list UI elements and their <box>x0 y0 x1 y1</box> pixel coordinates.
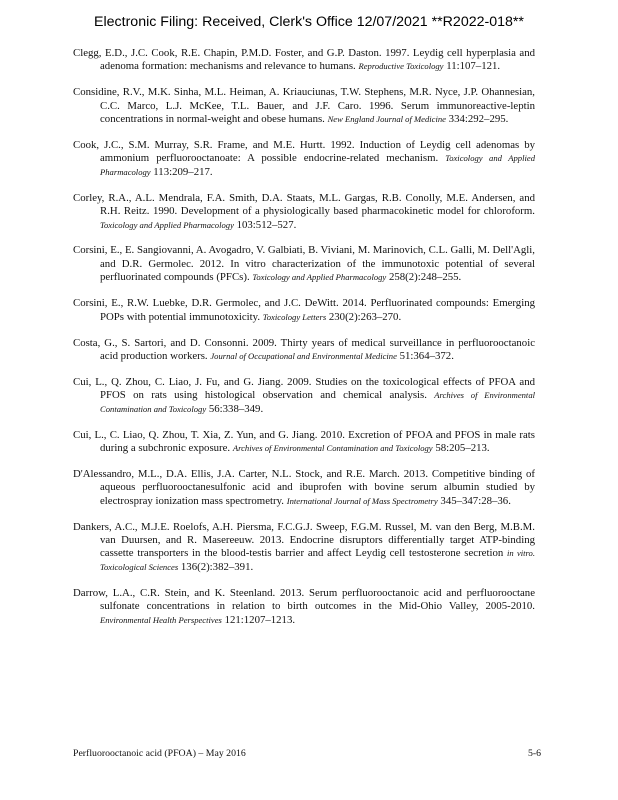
reference-volume-pages: 345–347:28–36. <box>437 494 511 507</box>
reference-entry <box>73 297 535 324</box>
reference-entry <box>73 521 535 575</box>
reference-entry <box>73 337 535 364</box>
reference-volume-pages: 103:512–527. <box>233 218 297 231</box>
reference-journal: Journal of Occupational and Environmental Medicine <box>210 350 397 361</box>
filing-stamp-header: Electronic Filing: Received, Clerk's Office 12/07/2021 **R2022-018** <box>94 14 524 30</box>
reference-citation: Corsini, E., E. Sangiovanni, A. Avogadro, V. Galbiati, B. Viviani, M. Marinovich, C.L. Galli, M. Dell'Agli, and D.R. Germolec. 2012. In vitro characterization of the immunotoxic potential of several perfluorinated compounds (PFCs). <box>73 244 535 284</box>
reference-volume-pages: 56:338–349. <box>206 402 264 415</box>
page-number: 5-6 <box>527 748 541 759</box>
reference-journal: Toxicology and Applied Pharmacology <box>100 219 234 230</box>
reference-entry <box>73 139 535 179</box>
reference-journal: Toxicology and Applied Pharmacology <box>252 272 387 283</box>
page-footer <box>73 748 541 759</box>
reference-entry <box>73 376 535 416</box>
reference-citation: Corsini, E., R.W. Luebke, D.R. Germolec, and J.C. DeWitt. 2014. Perfluorinated compounds: Emerging POPs with potential immunotoxicity. <box>73 297 535 323</box>
reference-citation: Cook, J.C., S.M. Murray, S.R. Frame, and M.E. Hurtt. 1992. Induction of Leydig cell adenomas by ammonium perfluorooctanoate: A possible endocrine-related mechanism. <box>73 139 535 165</box>
reference-journal: Environmental Health Perspectives <box>100 614 222 625</box>
reference-entry <box>73 429 535 456</box>
footer-document-title: Perfluorooctanoic acid (PFOA) – May 2016 <box>73 748 246 759</box>
reference-journal: Reproductive Toxicology <box>358 61 444 72</box>
reference-citation: Considine, R.V., M.K. Sinha, M.L. Heiman, A. Kriauciunas, T.W. Stephens, M.R. Nyce, J.P. Ohannesian, C.C. Marco, L.J. McKee, T.L. Bauer, and J.F. Caro. 1996. Serum immunoreactive-leptin concentrations in normal-weight and obese humans. <box>73 86 535 126</box>
reference-journal: Toxicology and Applied Pharmacology <box>100 153 535 177</box>
reference-entry <box>73 244 535 284</box>
reference-journal: International Journal of Mass Spectrometry <box>286 495 438 506</box>
reference-entry <box>73 468 535 508</box>
reference-volume-pages: 230(2):263–270. <box>326 310 402 323</box>
reference-volume-pages: 121:1207–1213. <box>221 613 296 626</box>
reference-citation: Cui, L., C. Liao, Q. Zhou, T. Xia, Z. Yun, and G. Jiang. 2010. Excretion of PFOA and PFOS in male rats during a subchronic exposure. <box>73 428 535 454</box>
reference-entry <box>73 587 535 627</box>
reference-journal: New England Journal of Medicine <box>327 114 446 125</box>
reference-volume-pages: 136(2):382–391. <box>178 560 254 573</box>
reference-citation: Cui, L., Q. Zhou, C. Liao, J. Fu, and G. Jiang. 2009. Studies on the toxicological effects of PFOA and PFOS on rats using histological observation and chemical analysis. <box>73 375 535 402</box>
reference-volume-pages: 58:205–213. <box>432 441 490 454</box>
reference-journal: Archives of Environmental Contamination and Toxicology <box>232 442 433 453</box>
reference-entry <box>73 86 535 126</box>
reference-volume-pages: 51:364–372. <box>396 349 454 362</box>
reference-citation: D'Alessandro, M.L., D.A. Ellis, J.A. Carter, N.L. Stock, and R.E. March. 2013. Competitive binding of aqueous perfluorooctanesulfonic acid and ibuprofen with bovine serum albumin studied by electrospray ionization mass spectrometry. <box>73 467 535 507</box>
reference-volume-pages: 113:209–217. <box>150 165 213 178</box>
reference-journal: Archives of Environmental Contamination and Toxicology <box>100 390 536 414</box>
reference-volume-pages: 11:107–121. <box>443 60 501 73</box>
reference-volume-pages: 334:292–295. <box>445 113 509 126</box>
reference-list <box>73 47 535 639</box>
reference-citation: Corley, R.A., A.L. Mendrala, F.A. Smith, D.A. Staats, M.L. Gargas, R.B. Conolly, M.E. Andersen, and R.H. Reitz. 1990. Development of a physiologically based pharmacokinetic model for chloroform. <box>73 191 535 218</box>
reference-citation: Clegg, E.D., J.C. Cook, R.E. Chapin, P.M.D. Foster, and G.P. Daston. 1997. Leydig cell hyperplasia and adenoma formation: mechanisms and relevance to humans. <box>73 47 535 73</box>
reference-journal: Toxicology Letters <box>262 311 327 322</box>
reference-volume-pages: 258(2):248–255. <box>386 271 462 284</box>
reference-entry <box>73 192 535 232</box>
reference-citation: Dankers, A.C., M.J.E. Roelofs, A.H. Piersma, F.C.G.J. Sweep, F.G.M. Russel, M. van den Berg, M.B.M. van Duursen, and R. Masereeuw. 2013. Endocrine disruptors differentially target ATP-binding cassette transporters in the blood-testis barrier and affect Leydig cell testosterone secretion <box>73 520 535 560</box>
reference-entry <box>73 47 535 74</box>
reference-journal: in vitro. Toxicological Sciences <box>100 548 535 572</box>
reference-citation: Darrow, L.A., C.R. Stein, and K. Steenland. 2013. Serum perfluorooctanoic acid and perfluorooctane sulfonate concentrations in relation to birth outcomes in the Mid-Ohio Valley, 2005-2010. <box>73 586 535 613</box>
reference-citation: Costa, G., S. Sartori, and D. Consonni. 2009. Thirty years of medical surveillance in perfluorooctanoic acid production workers. <box>73 336 535 362</box>
